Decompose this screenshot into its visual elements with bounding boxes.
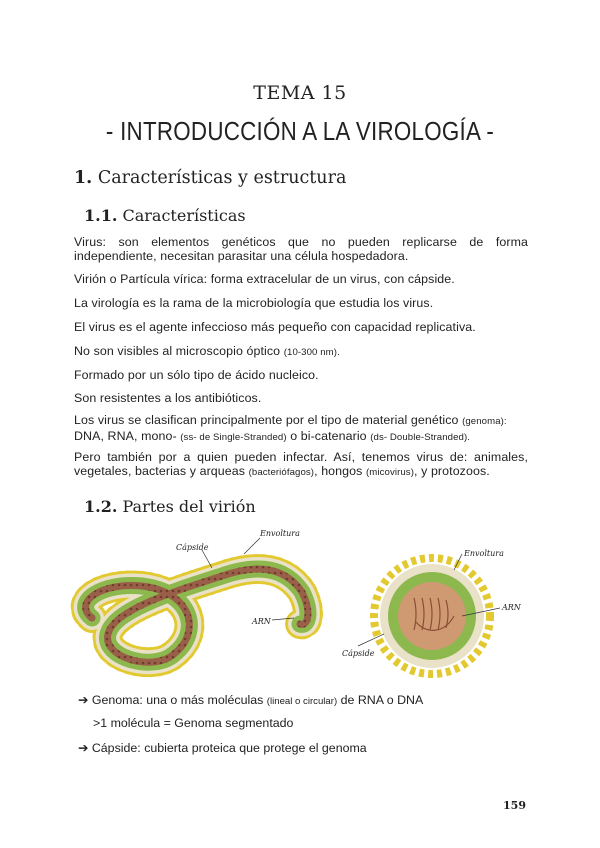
- bullet-genoma-sub: >1 molécula = Genoma segmentado: [93, 716, 294, 730]
- label-arn-left: ARN: [252, 617, 271, 626]
- bullet-genoma: [78, 692, 423, 707]
- label-capside-left: Cápside: [176, 543, 209, 552]
- text-small: (bacteriófagos): [248, 467, 315, 478]
- text: Cápside: cubierta proteica que protege el genoma: [91, 741, 367, 755]
- section-title: Características y estructura: [97, 168, 347, 188]
- paragraph-hosts: [74, 450, 528, 480]
- label-envoltura-right: Envoltura: [464, 549, 504, 558]
- label-envoltura-left: Envoltura: [260, 529, 300, 538]
- text: Los virus se clasifican principalmente por el tipo de material genético: [74, 413, 463, 427]
- text-small: (genoma):: [462, 416, 507, 427]
- subsection-number: 1.1.: [84, 206, 118, 225]
- arrow-icon: ➔: [78, 693, 89, 707]
- text: o bi-catenario: [286, 429, 371, 443]
- paragraph-infectious-agent: El virus es el agente infeccioso más pequeño con capacidad replicativa.: [74, 320, 476, 334]
- chapter-label: TEMA 15: [253, 82, 347, 104]
- subsection-title: Características: [122, 206, 246, 225]
- arrow-icon: ➔: [78, 741, 89, 755]
- paragraph-virus-definition: Virus: son elementos genéticos que no pueden replicarse de forma independiente, necesitan parasitar una célula hospedadora.: [74, 235, 528, 263]
- text: Pero también por a quien pueden infectar. Así, tenemos virus de: animales, vegetales, bacterias y arqueas: [74, 450, 528, 478]
- paragraph-antibiotics: Son resistentes a los antibióticos.: [74, 391, 262, 405]
- subsection-number: 1.2.: [84, 497, 118, 516]
- label-capside-right: Cápside: [342, 649, 375, 658]
- section-heading-1: [74, 168, 346, 188]
- paragraph-microscope: [74, 344, 528, 360]
- paragraph-virion: Virión o Partícula vírica: forma extracelular de un virus, con cápside.: [74, 272, 455, 286]
- text: , y protozoos.: [414, 464, 490, 478]
- bullet-capside: [78, 740, 367, 755]
- paragraph-virology: La virología es la rama de la microbiología que estudia los virus.: [74, 296, 434, 310]
- text: , hongos: [314, 464, 366, 478]
- paragraph-nucleic-acid: Formado por un sólo tipo de ácido nucleico.: [74, 368, 319, 382]
- text-small: (ss- de Single-Stranded): [180, 432, 287, 443]
- subsection-title: Partes del virión: [122, 497, 256, 516]
- text-small: (lineal o circular): [266, 696, 338, 707]
- subsection-heading-1-1: [84, 206, 246, 225]
- virion-illustration: [62, 522, 542, 684]
- text-small: (ds- Double-Stranded).: [370, 432, 471, 443]
- section-number: 1.: [74, 168, 93, 188]
- page-title: - INTRODUCCIÓN A LA VIROLOGÍA -: [105, 116, 495, 146]
- label-arn-right: ARN: [502, 603, 521, 612]
- text: de RNA o DNA: [337, 693, 424, 707]
- subsection-heading-1-2: [84, 497, 256, 516]
- text-small: (micovirus): [366, 467, 415, 478]
- page-number: 159: [503, 799, 526, 812]
- spherical-virus-drawing: [358, 554, 500, 674]
- text-main: No son visibles al microscopio óptico: [74, 344, 284, 358]
- text: DNA, RNA, mono-: [74, 429, 181, 443]
- paragraph-classification: [74, 413, 528, 445]
- size-range: (10-300 nm).: [283, 347, 340, 358]
- text: Genoma: una o más moléculas: [91, 693, 267, 707]
- filamentous-virus-drawing: [86, 538, 308, 662]
